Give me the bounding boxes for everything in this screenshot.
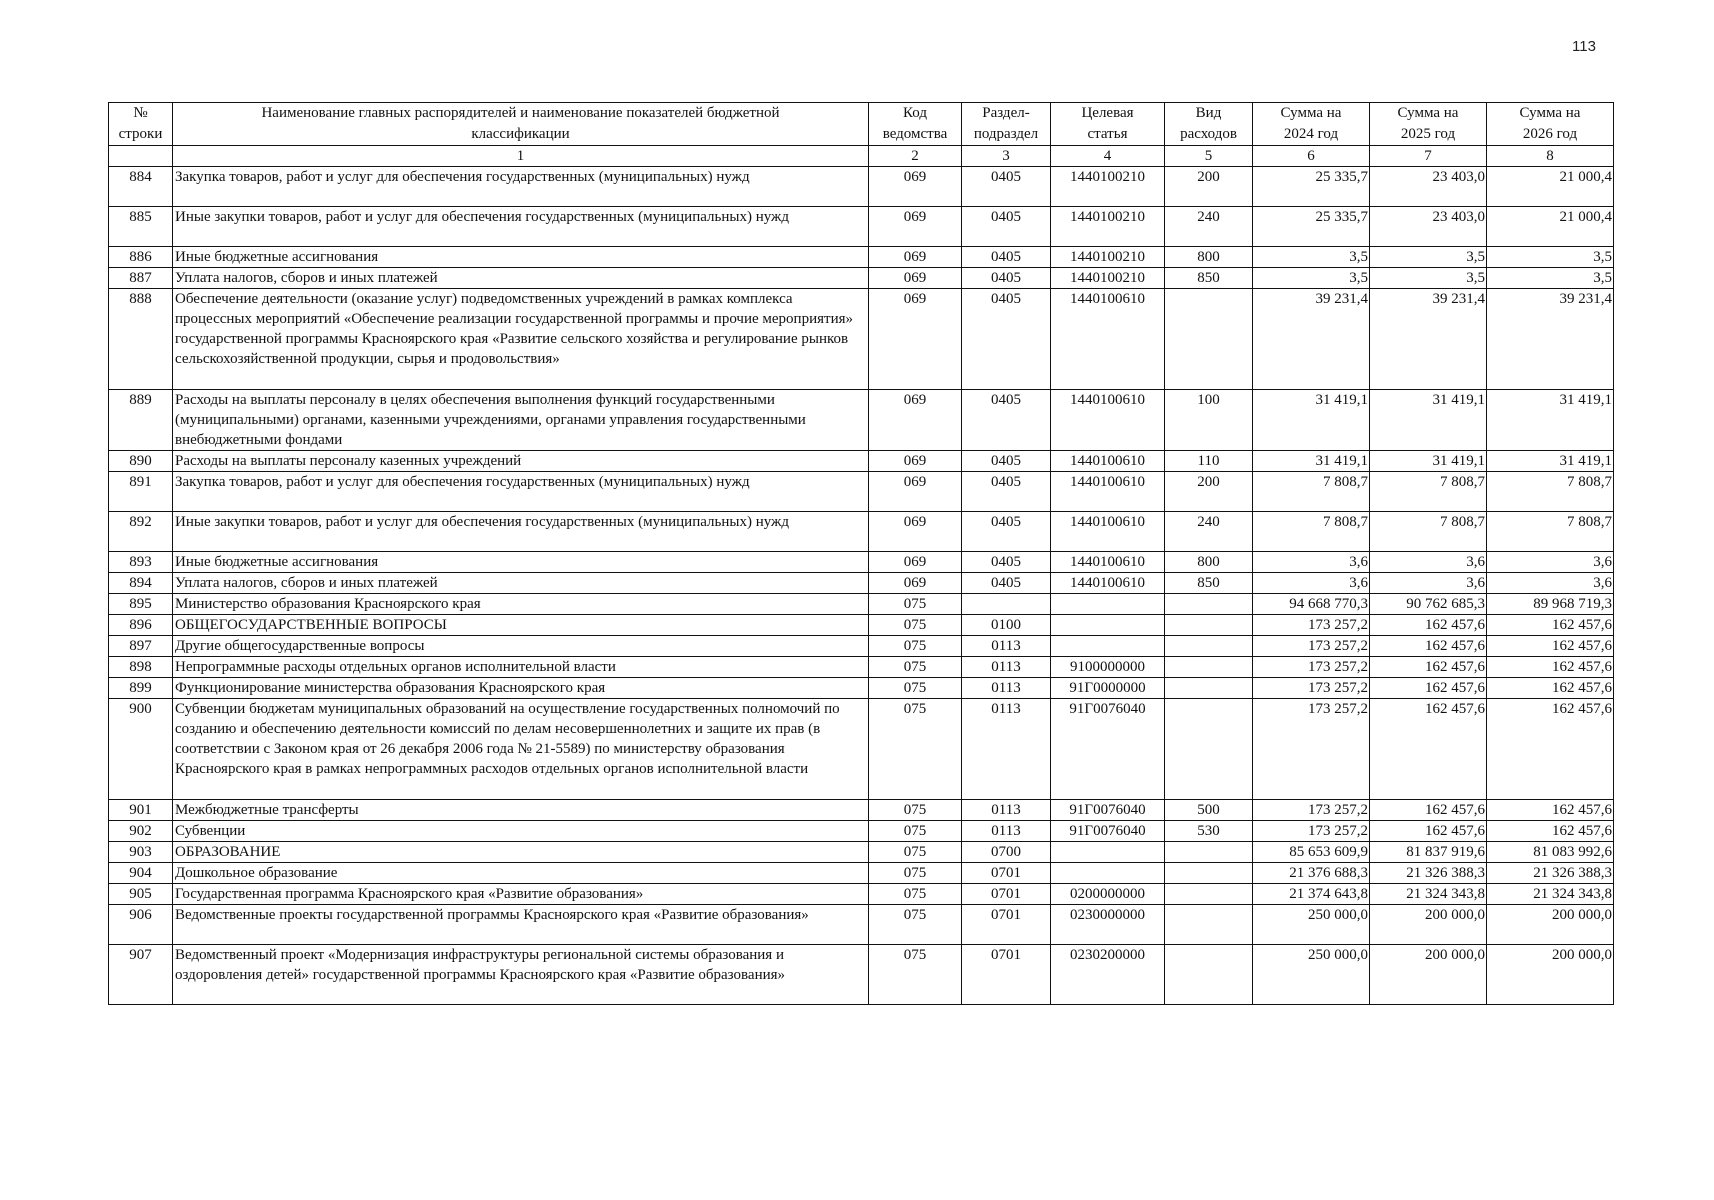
row-name: Субвенции бюджетам муниципальных образований на осуществление государственных полномочий по созданию и обеспечению деятельности комиссий по делам несовершеннолетних и защите их прав (в соответствии с Законом края от 26 декабря 2006 года № 21-5589) по министерству образования Красноярского края в рамках непрограммных расходов отдельных органов исполнительной власти xyxy=(173,699,869,800)
row-name: Субвенции xyxy=(173,821,869,842)
row-number: 895 xyxy=(109,594,173,615)
row-sum-2024: 31 419,1 xyxy=(1253,451,1370,472)
row-number: 885 xyxy=(109,207,173,247)
row-sum-2025: 21 326 388,3 xyxy=(1370,863,1487,884)
row-sum-2025: 3,5 xyxy=(1370,268,1487,289)
row-sum-2025: 162 457,6 xyxy=(1370,821,1487,842)
row-name: Уплата налогов, сборов и иных платежей xyxy=(173,268,869,289)
table-row xyxy=(109,636,1614,657)
row-section-code: 0113 xyxy=(962,800,1051,821)
header-type: Вид расходов xyxy=(1165,103,1253,146)
table-row xyxy=(109,863,1614,884)
row-sum-2026: 89 968 719,3 xyxy=(1487,594,1614,615)
row-sum-2025: 3,6 xyxy=(1370,573,1487,594)
row-sum-2025: 3,5 xyxy=(1370,247,1487,268)
row-dept-code: 069 xyxy=(869,512,962,552)
row-dept-code: 069 xyxy=(869,472,962,512)
row-name: Иные бюджетные ассигнования xyxy=(173,552,869,573)
row-section-code: 0405 xyxy=(962,268,1051,289)
row-sum-2024: 173 257,2 xyxy=(1253,678,1370,699)
row-dept-code: 075 xyxy=(869,863,962,884)
row-article-code: 1440100610 xyxy=(1051,472,1165,512)
row-sum-2025: 162 457,6 xyxy=(1370,636,1487,657)
row-article-code: 91Г0000000 xyxy=(1051,678,1165,699)
row-sum-2026: 162 457,6 xyxy=(1487,678,1614,699)
column-index: 2 xyxy=(869,146,962,167)
row-section-code: 0405 xyxy=(962,552,1051,573)
row-sum-2024: 21 376 688,3 xyxy=(1253,863,1370,884)
row-number: 887 xyxy=(109,268,173,289)
row-number: 890 xyxy=(109,451,173,472)
row-dept-code: 075 xyxy=(869,657,962,678)
row-sum-2026: 200 000,0 xyxy=(1487,905,1614,945)
row-dept-code: 075 xyxy=(869,594,962,615)
row-expense-type xyxy=(1165,863,1253,884)
row-expense-type: 200 xyxy=(1165,472,1253,512)
row-section-code: 0113 xyxy=(962,678,1051,699)
row-name: Министерство образования Красноярского края xyxy=(173,594,869,615)
row-sum-2025: 7 808,7 xyxy=(1370,512,1487,552)
row-expense-type xyxy=(1165,884,1253,905)
row-number: 907 xyxy=(109,945,173,1005)
row-name: Ведомственные проекты государственной программы Красноярского края «Развитие образования» xyxy=(173,905,869,945)
row-expense-type xyxy=(1165,657,1253,678)
row-sum-2026: 3,6 xyxy=(1487,573,1614,594)
row-sum-2026: 162 457,6 xyxy=(1487,636,1614,657)
row-sum-2024: 94 668 770,3 xyxy=(1253,594,1370,615)
row-name: Ведомственный проект «Модернизация инфраструктуры региональной системы образования и оздоровления детей» государственной программы Красноярского края «Развитие образования» xyxy=(173,945,869,1005)
row-name: Уплата налогов, сборов и иных платежей xyxy=(173,573,869,594)
row-sum-2026: 7 808,7 xyxy=(1487,512,1614,552)
row-section-code: 0405 xyxy=(962,167,1051,207)
row-number: 906 xyxy=(109,905,173,945)
table-row xyxy=(109,451,1614,472)
row-dept-code: 069 xyxy=(869,451,962,472)
row-number: 892 xyxy=(109,512,173,552)
row-section-code: 0405 xyxy=(962,451,1051,472)
row-sum-2024: 25 335,7 xyxy=(1253,207,1370,247)
row-sum-2024: 3,5 xyxy=(1253,247,1370,268)
column-index: 1 xyxy=(173,146,869,167)
row-name: Иные закупки товаров, работ и услуг для обеспечения государственных (муниципальных) нужд xyxy=(173,512,869,552)
row-expense-type xyxy=(1165,945,1253,1005)
row-number: 901 xyxy=(109,800,173,821)
row-article-code xyxy=(1051,863,1165,884)
row-dept-code: 075 xyxy=(869,842,962,863)
row-sum-2026: 3,6 xyxy=(1487,552,1614,573)
row-section-code: 0701 xyxy=(962,863,1051,884)
row-section-code xyxy=(962,594,1051,615)
row-expense-type: 530 xyxy=(1165,821,1253,842)
row-sum-2024: 173 257,2 xyxy=(1253,800,1370,821)
row-dept-code: 075 xyxy=(869,945,962,1005)
row-article-code xyxy=(1051,615,1165,636)
row-sum-2026: 21 326 388,3 xyxy=(1487,863,1614,884)
row-sum-2024: 85 653 609,9 xyxy=(1253,842,1370,863)
row-sum-2024: 250 000,0 xyxy=(1253,905,1370,945)
row-article-code: 0200000000 xyxy=(1051,884,1165,905)
budget-table xyxy=(108,102,1614,1005)
row-article-code xyxy=(1051,636,1165,657)
column-index: 8 xyxy=(1487,146,1614,167)
row-sum-2025: 31 419,1 xyxy=(1370,390,1487,451)
table-row xyxy=(109,615,1614,636)
header-article: Целевая статья xyxy=(1051,103,1165,146)
table-row xyxy=(109,678,1614,699)
row-sum-2024: 173 257,2 xyxy=(1253,636,1370,657)
row-number: 902 xyxy=(109,821,173,842)
row-article-code: 1440100210 xyxy=(1051,247,1165,268)
row-name: ОБЩЕГОСУДАРСТВЕННЫЕ ВОПРОСЫ xyxy=(173,615,869,636)
row-name: Закупка товаров, работ и услуг для обеспечения государственных (муниципальных) нужд xyxy=(173,167,869,207)
row-sum-2024: 250 000,0 xyxy=(1253,945,1370,1005)
column-index-row xyxy=(109,146,1614,167)
column-index: 3 xyxy=(962,146,1051,167)
table-row xyxy=(109,390,1614,451)
row-sum-2024: 25 335,7 xyxy=(1253,167,1370,207)
row-section-code: 0701 xyxy=(962,884,1051,905)
row-number: 884 xyxy=(109,167,173,207)
column-index: 6 xyxy=(1253,146,1370,167)
row-dept-code: 075 xyxy=(869,884,962,905)
row-name: Расходы на выплаты персоналу в целях обеспечения выполнения функций государственными (муниципальными) органами, казенными учреждениями, органами управления государственными внебюджетными фондами xyxy=(173,390,869,451)
row-expense-type: 850 xyxy=(1165,268,1253,289)
row-expense-type: 100 xyxy=(1165,390,1253,451)
row-section-code: 0405 xyxy=(962,247,1051,268)
table-row xyxy=(109,207,1614,247)
table-row xyxy=(109,842,1614,863)
row-sum-2024: 7 808,7 xyxy=(1253,512,1370,552)
header-dept: Код ведомства xyxy=(869,103,962,146)
row-expense-type: 800 xyxy=(1165,552,1253,573)
row-number: 888 xyxy=(109,289,173,390)
row-sum-2025: 21 324 343,8 xyxy=(1370,884,1487,905)
row-sum-2026: 7 808,7 xyxy=(1487,472,1614,512)
table-row xyxy=(109,905,1614,945)
row-name: Дошкольное образование xyxy=(173,863,869,884)
column-index xyxy=(109,146,173,167)
row-sum-2026: 81 083 992,6 xyxy=(1487,842,1614,863)
row-expense-type xyxy=(1165,905,1253,945)
row-section-code: 0405 xyxy=(962,472,1051,512)
row-name: ОБРАЗОВАНИЕ xyxy=(173,842,869,863)
header-name: Наименование главных распорядителей и наименование показателей бюджетной классификации xyxy=(173,103,869,146)
table-row xyxy=(109,512,1614,552)
row-dept-code: 075 xyxy=(869,678,962,699)
row-expense-type: 850 xyxy=(1165,573,1253,594)
row-number: 886 xyxy=(109,247,173,268)
row-article-code: 1440100210 xyxy=(1051,167,1165,207)
row-dept-code: 069 xyxy=(869,207,962,247)
row-article-code: 91Г0076040 xyxy=(1051,800,1165,821)
row-name: Функционирование министерства образования Красноярского края xyxy=(173,678,869,699)
table-row xyxy=(109,699,1614,800)
row-sum-2025: 162 457,6 xyxy=(1370,657,1487,678)
row-number: 899 xyxy=(109,678,173,699)
row-article-code: 0230200000 xyxy=(1051,945,1165,1005)
row-sum-2025: 23 403,0 xyxy=(1370,167,1487,207)
row-expense-type: 240 xyxy=(1165,207,1253,247)
row-number: 903 xyxy=(109,842,173,863)
row-name: Непрограммные расходы отдельных органов исполнительной власти xyxy=(173,657,869,678)
table-row xyxy=(109,167,1614,207)
row-section-code: 0100 xyxy=(962,615,1051,636)
row-section-code: 0700 xyxy=(962,842,1051,863)
row-section-code: 0405 xyxy=(962,573,1051,594)
row-number: 896 xyxy=(109,615,173,636)
row-section-code: 0113 xyxy=(962,821,1051,842)
row-sum-2026: 162 457,6 xyxy=(1487,821,1614,842)
row-sum-2024: 173 257,2 xyxy=(1253,657,1370,678)
row-name: Межбюджетные трансферты xyxy=(173,800,869,821)
row-expense-type xyxy=(1165,289,1253,390)
table-row xyxy=(109,884,1614,905)
row-expense-type xyxy=(1165,678,1253,699)
header-row xyxy=(109,103,1614,146)
row-name: Иные бюджетные ассигнования xyxy=(173,247,869,268)
row-article-code: 0230000000 xyxy=(1051,905,1165,945)
row-section-code: 0405 xyxy=(962,289,1051,390)
row-sum-2024: 173 257,2 xyxy=(1253,699,1370,800)
row-sum-2026: 21 000,4 xyxy=(1487,207,1614,247)
row-sum-2024: 7 808,7 xyxy=(1253,472,1370,512)
row-sum-2024: 173 257,2 xyxy=(1253,615,1370,636)
row-expense-type: 240 xyxy=(1165,512,1253,552)
row-sum-2024: 173 257,2 xyxy=(1253,821,1370,842)
row-sum-2024: 39 231,4 xyxy=(1253,289,1370,390)
row-dept-code: 069 xyxy=(869,573,962,594)
row-dept-code: 075 xyxy=(869,636,962,657)
row-expense-type xyxy=(1165,594,1253,615)
row-expense-type xyxy=(1165,842,1253,863)
row-article-code: 91Г0076040 xyxy=(1051,699,1165,800)
row-number: 900 xyxy=(109,699,173,800)
header-row-num: № строки xyxy=(109,103,173,146)
row-dept-code: 075 xyxy=(869,800,962,821)
row-section-code: 0701 xyxy=(962,945,1051,1005)
table-row xyxy=(109,821,1614,842)
row-sum-2025: 162 457,6 xyxy=(1370,699,1487,800)
table-row xyxy=(109,289,1614,390)
row-name: Обеспечение деятельности (оказание услуг) подведомственных учреждений в рамках комплекса процессных мероприятий «Обеспечение реализации государственной программы и прочие мероприятия» государственной программы Красноярского края «Развитие сельского хозяйства и регулирование рынков сельскохозяйственной продукции, сырья и продовольствия» xyxy=(173,289,869,390)
row-sum-2024: 3,5 xyxy=(1253,268,1370,289)
table-row xyxy=(109,472,1614,512)
row-number: 889 xyxy=(109,390,173,451)
row-dept-code: 069 xyxy=(869,268,962,289)
row-expense-type xyxy=(1165,636,1253,657)
column-index: 5 xyxy=(1165,146,1253,167)
row-sum-2026: 162 457,6 xyxy=(1487,657,1614,678)
table-row xyxy=(109,573,1614,594)
row-sum-2026: 39 231,4 xyxy=(1487,289,1614,390)
column-index: 7 xyxy=(1370,146,1487,167)
row-article-code xyxy=(1051,594,1165,615)
row-article-code: 1440100610 xyxy=(1051,289,1165,390)
table-row xyxy=(109,268,1614,289)
row-dept-code: 069 xyxy=(869,552,962,573)
row-sum-2026: 31 419,1 xyxy=(1487,390,1614,451)
row-dept-code: 069 xyxy=(869,167,962,207)
row-dept-code: 069 xyxy=(869,390,962,451)
row-name: Закупка товаров, работ и услуг для обеспечения государственных (муниципальных) нужд xyxy=(173,472,869,512)
row-expense-type: 200 xyxy=(1165,167,1253,207)
table-body xyxy=(109,167,1614,1005)
row-dept-code: 075 xyxy=(869,905,962,945)
row-name: Иные закупки товаров, работ и услуг для обеспечения государственных (муниципальных) нужд xyxy=(173,207,869,247)
row-sum-2025: 200 000,0 xyxy=(1370,905,1487,945)
table-row xyxy=(109,800,1614,821)
row-section-code: 0405 xyxy=(962,207,1051,247)
row-name: Государственная программа Красноярского края «Развитие образования» xyxy=(173,884,869,905)
row-article-code: 1440100610 xyxy=(1051,451,1165,472)
row-section-code: 0405 xyxy=(962,512,1051,552)
row-sum-2025: 39 231,4 xyxy=(1370,289,1487,390)
row-sum-2025: 23 403,0 xyxy=(1370,207,1487,247)
row-sum-2025: 200 000,0 xyxy=(1370,945,1487,1005)
row-dept-code: 075 xyxy=(869,615,962,636)
row-article-code: 9100000000 xyxy=(1051,657,1165,678)
row-sum-2025: 31 419,1 xyxy=(1370,451,1487,472)
column-index: 4 xyxy=(1051,146,1165,167)
row-dept-code: 075 xyxy=(869,699,962,800)
row-sum-2026: 162 457,6 xyxy=(1487,800,1614,821)
row-article-code: 1440100210 xyxy=(1051,207,1165,247)
table-row xyxy=(109,657,1614,678)
row-section-code: 0113 xyxy=(962,636,1051,657)
row-number: 893 xyxy=(109,552,173,573)
table-row xyxy=(109,552,1614,573)
row-sum-2024: 3,6 xyxy=(1253,552,1370,573)
row-sum-2026: 3,5 xyxy=(1487,268,1614,289)
row-number: 905 xyxy=(109,884,173,905)
row-article-code: 1440100610 xyxy=(1051,552,1165,573)
header-section: Раздел- подраздел xyxy=(962,103,1051,146)
row-article-code: 1440100610 xyxy=(1051,512,1165,552)
row-sum-2024: 21 374 643,8 xyxy=(1253,884,1370,905)
row-article-code: 1440100210 xyxy=(1051,268,1165,289)
row-expense-type: 500 xyxy=(1165,800,1253,821)
row-sum-2025: 90 762 685,3 xyxy=(1370,594,1487,615)
row-dept-code: 075 xyxy=(869,821,962,842)
row-article-code: 1440100610 xyxy=(1051,390,1165,451)
row-sum-2026: 3,5 xyxy=(1487,247,1614,268)
row-sum-2024: 31 419,1 xyxy=(1253,390,1370,451)
row-number: 891 xyxy=(109,472,173,512)
row-article-code xyxy=(1051,842,1165,863)
row-sum-2025: 81 837 919,6 xyxy=(1370,842,1487,863)
row-sum-2024: 3,6 xyxy=(1253,573,1370,594)
row-section-code: 0701 xyxy=(962,905,1051,945)
row-sum-2026: 21 324 343,8 xyxy=(1487,884,1614,905)
row-article-code: 1440100610 xyxy=(1051,573,1165,594)
row-expense-type xyxy=(1165,699,1253,800)
row-expense-type: 800 xyxy=(1165,247,1253,268)
row-name: Другие общегосударственные вопросы xyxy=(173,636,869,657)
row-sum-2025: 162 457,6 xyxy=(1370,800,1487,821)
page-number: 113 xyxy=(1572,38,1596,55)
row-section-code: 0405 xyxy=(962,390,1051,451)
row-sum-2025: 3,6 xyxy=(1370,552,1487,573)
row-number: 904 xyxy=(109,863,173,884)
header-2024: Сумма на 2024 год xyxy=(1253,103,1370,146)
row-sum-2026: 162 457,6 xyxy=(1487,615,1614,636)
row-dept-code: 069 xyxy=(869,247,962,268)
row-expense-type xyxy=(1165,615,1253,636)
row-section-code: 0113 xyxy=(962,657,1051,678)
row-section-code: 0113 xyxy=(962,699,1051,800)
table-row xyxy=(109,594,1614,615)
row-article-code: 91Г0076040 xyxy=(1051,821,1165,842)
row-sum-2026: 200 000,0 xyxy=(1487,945,1614,1005)
row-sum-2026: 162 457,6 xyxy=(1487,699,1614,800)
table-row xyxy=(109,945,1614,1005)
row-name: Расходы на выплаты персоналу казенных учреждений xyxy=(173,451,869,472)
row-sum-2025: 162 457,6 xyxy=(1370,678,1487,699)
table-row xyxy=(109,247,1614,268)
row-sum-2026: 31 419,1 xyxy=(1487,451,1614,472)
row-sum-2026: 21 000,4 xyxy=(1487,167,1614,207)
header-2026: Сумма на 2026 год xyxy=(1487,103,1614,146)
row-dept-code: 069 xyxy=(869,289,962,390)
row-number: 894 xyxy=(109,573,173,594)
row-number: 898 xyxy=(109,657,173,678)
row-number: 897 xyxy=(109,636,173,657)
row-expense-type: 110 xyxy=(1165,451,1253,472)
row-sum-2025: 162 457,6 xyxy=(1370,615,1487,636)
header-2025: Сумма на 2025 год xyxy=(1370,103,1487,146)
row-sum-2025: 7 808,7 xyxy=(1370,472,1487,512)
